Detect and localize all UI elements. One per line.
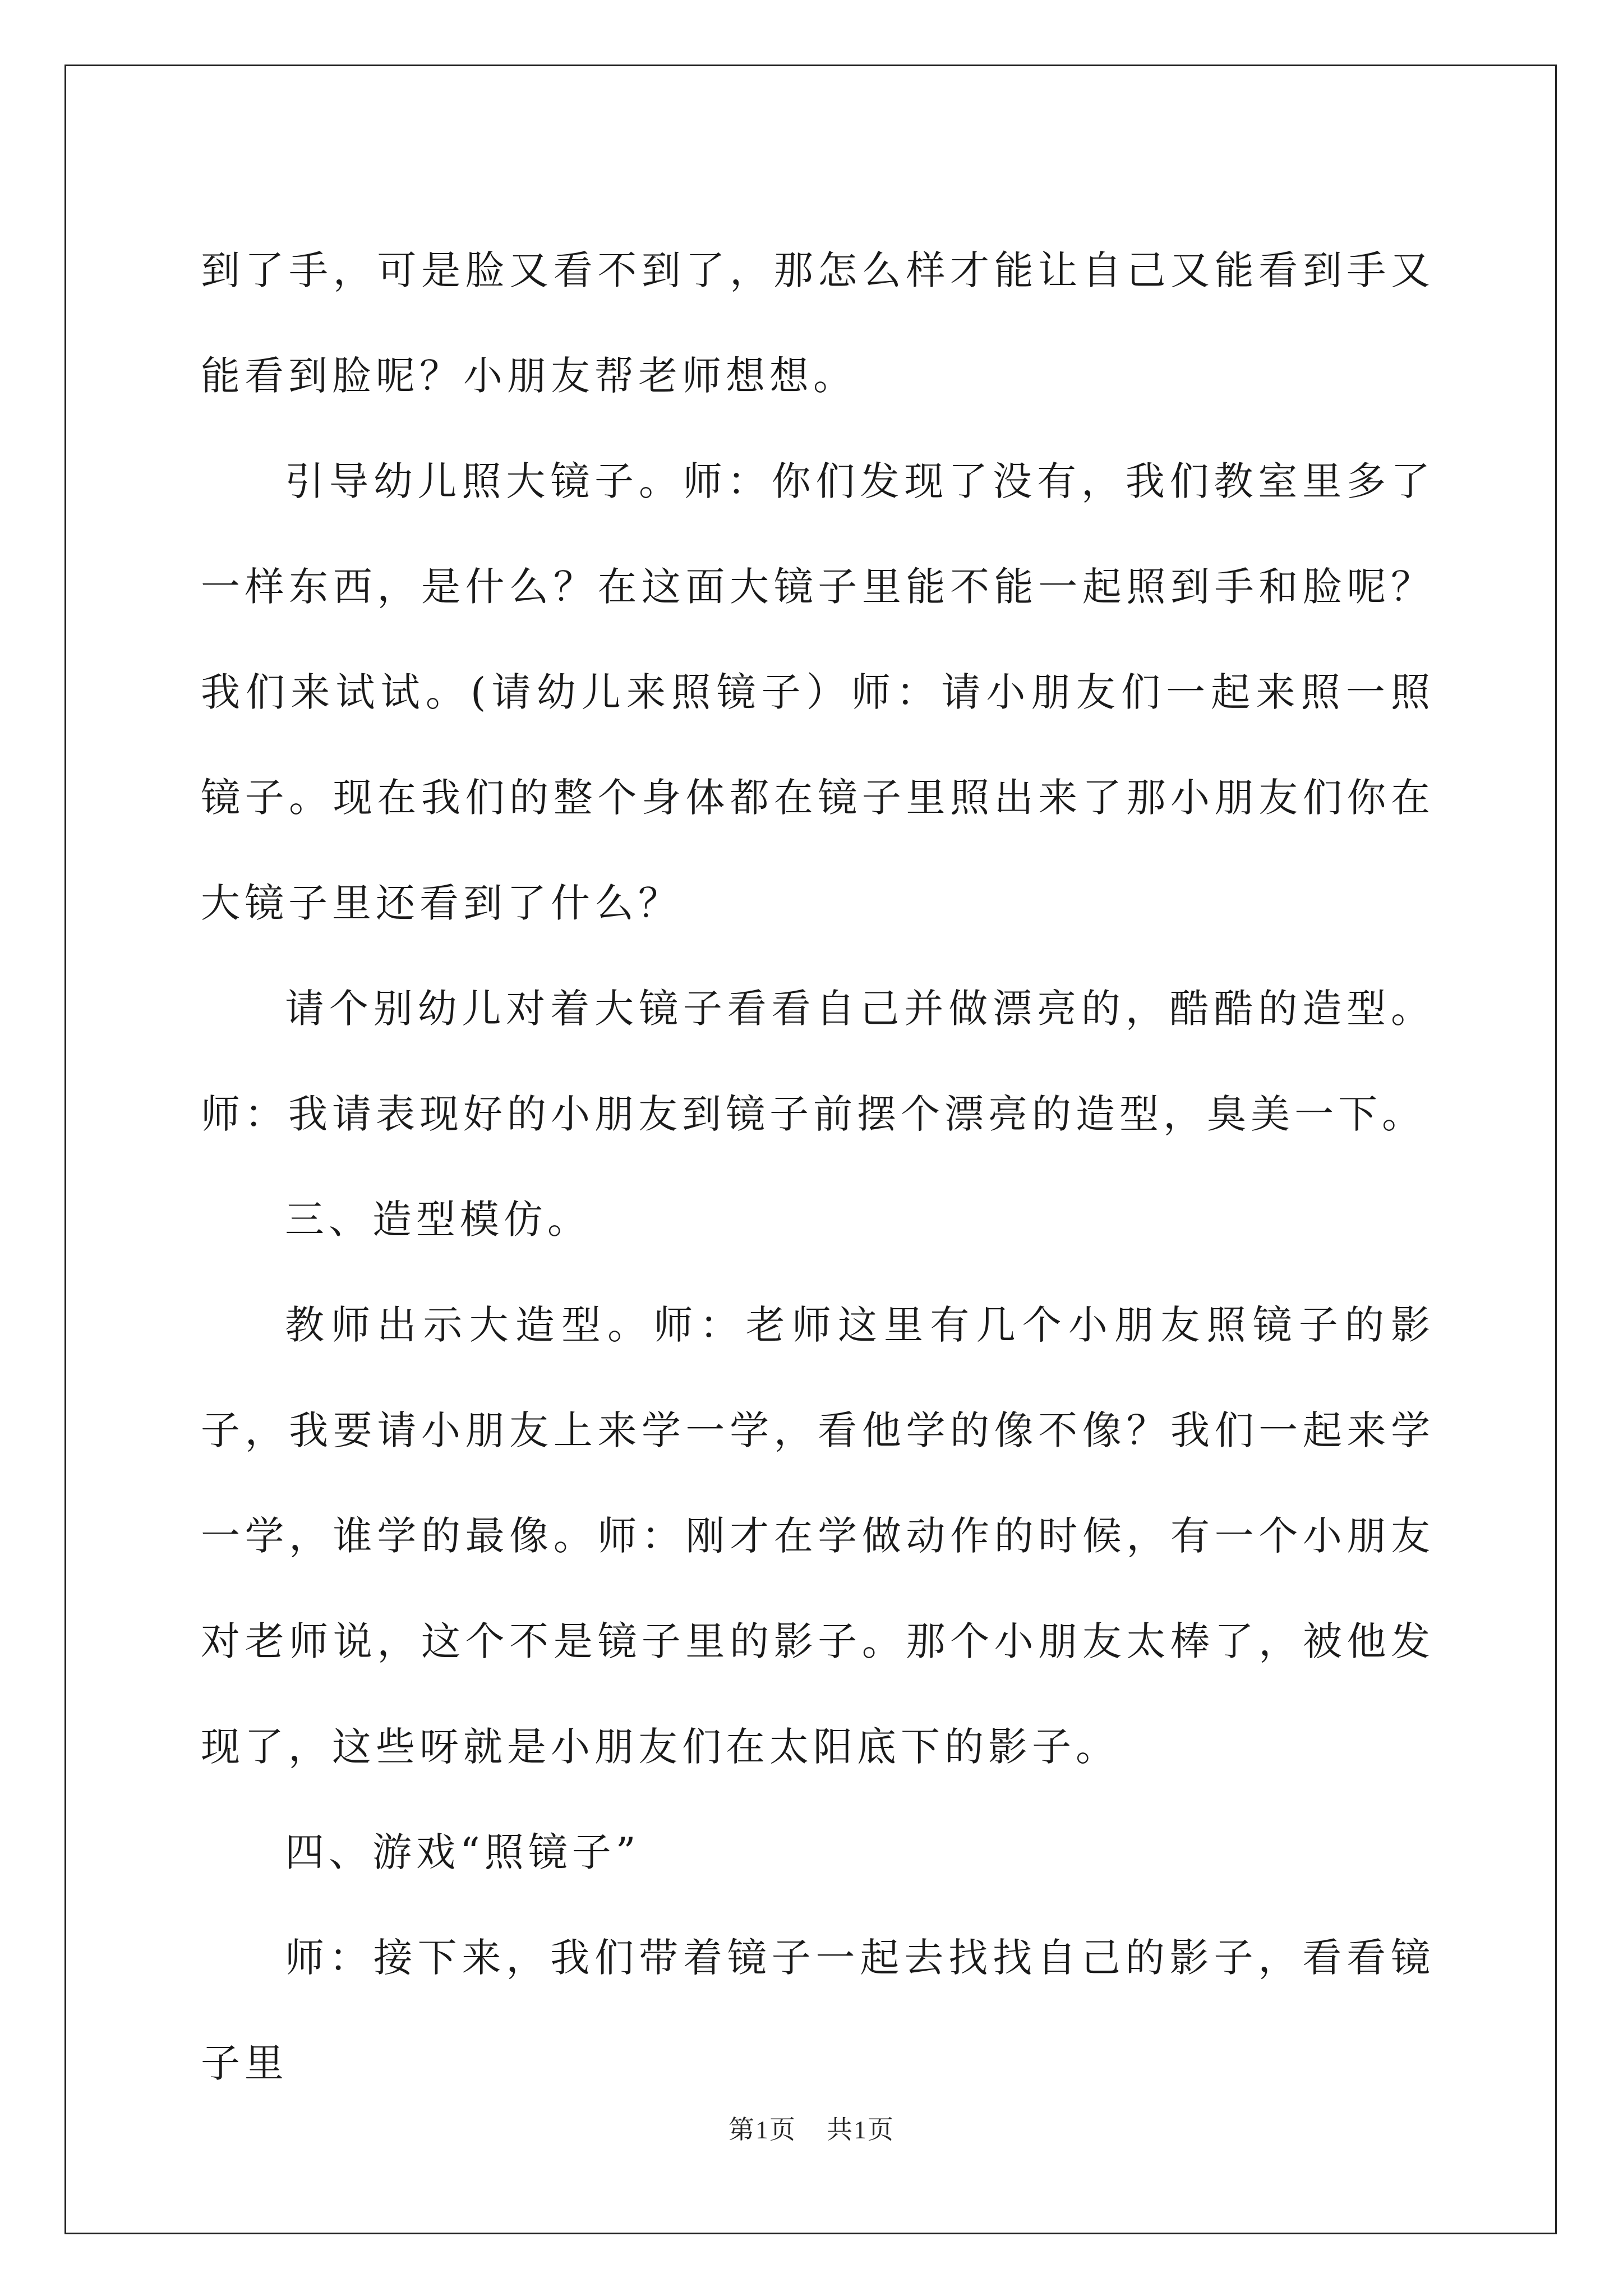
page-footer — [0, 2109, 1623, 2146]
paragraph-2: 引导幼儿照大镜子。师：你们发现了没有，我们教室里多了一样东西，是什么？在这面大镜子里能不能一起照到手和脸呢？我们来试试。(请幼儿来照镜子）师：请小朋友们一起来照一照镜子。现在我们的整个身体都在镜子里照出来了那小朋友们你在大镜子里还看到了什么？ — [201, 458, 1435, 926]
section-heading-4: 四、游戏“照镜子” — [285, 1829, 640, 1875]
page-number: 第1页 — [728, 2115, 796, 2144]
page-total: 共1页 — [827, 2115, 895, 2144]
document-body — [201, 218, 1435, 2116]
paragraph-4: 教师出示大造型。师：老师这里有几个小朋友照镜子的影子，我要请小朋友上来学一学，看他学的像不像？我们一起来学一学，谁学的最像。师：刚才在学做动作的时候，有一个小朋友对老师说，这个不是镜子里的影子。那个小朋友太棒了，被他发现了，这些呀就是小朋友们在太阳底下的影子。 — [201, 1302, 1435, 1770]
paragraph-3: 请个别幼儿对着大镜子看看自己并做漂亮的，酷酷的造型。师：我请表现好的小朋友到镜子前摆个漂亮的造型，臭美一下。 — [201, 986, 1435, 1137]
section-heading-3: 三、造型模仿。 — [285, 1197, 591, 1243]
paragraph-5: 师：接下来，我们带着镜子一起去找找自己的影子，看看镜子里 — [201, 1935, 1435, 2086]
paragraph-1: 到了手，可是脸又看不到了，那怎么样才能让自己又能看到手又能看到脸呢？小朋友帮老师想想。 — [201, 247, 1435, 399]
